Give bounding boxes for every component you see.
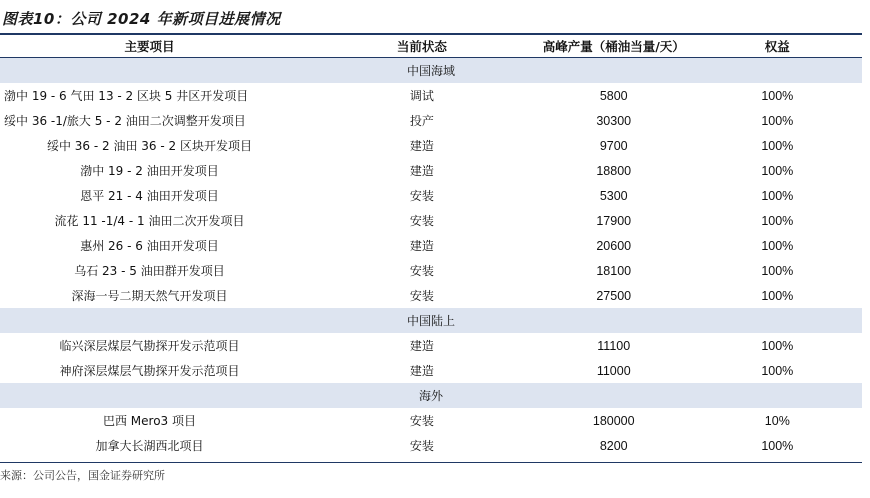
cell-equity: 100% [761,188,794,203]
cell-status: 建造 [409,164,434,178]
table-row [0,258,862,283]
cell-status: 建造 [409,339,434,353]
cell-status: 投产 [409,114,434,128]
cell-status: 安装 [409,289,434,303]
table-row [0,208,862,233]
cell-output: 5800 [599,88,628,103]
cell-project: 绥中 36 - 2 油田 36 - 2 区块开发项目 [46,139,252,153]
cell-output: 5300 [599,188,628,203]
cell-output: 27500 [596,288,632,303]
section-row [0,58,862,84]
table-row [0,333,862,358]
cell-output: 30300 [596,113,632,128]
table-row [0,283,862,308]
cell-status: 安装 [409,189,434,203]
table-row [0,158,862,183]
cell-equity: 10% [764,413,790,428]
section-row [0,383,862,408]
header-row [0,35,862,58]
cell-status: 安装 [409,414,434,428]
cell-project: 临兴深层煤层气勘探开发示范项目 [59,339,240,353]
cell-equity: 100% [761,113,794,128]
cell-equity: 100% [761,288,794,303]
cell-equity: 100% [761,363,794,378]
cell-project: 深海一号二期天然气开发项目 [71,289,228,303]
cell-status: 调试 [409,89,434,103]
cell-output: 11000 [596,363,631,378]
cell-output: 18800 [596,163,632,178]
cell-output: 8200 [599,438,628,453]
cell-output: 20600 [596,238,632,253]
cell-equity: 100% [761,338,794,353]
header-project: 主要项目 [0,35,299,58]
table-row [0,408,862,433]
header-equity: 权益 [693,35,862,58]
cell-project: 流花 11 -1/4 - 1 油田二次开发项目 [54,214,245,228]
cell-project: 神府深层煤层气勘探开发示范项目 [59,364,240,378]
cell-project: 渤中 19 - 2 油田开发项目 [80,164,219,178]
cell-status: 安装 [409,439,434,453]
cell-output: 9700 [599,138,628,153]
bottom-rule [0,462,862,463]
projects-table [0,35,862,458]
header-output: 高峰产量（桶油当量/天） [535,35,693,58]
cell-equity: 100% [761,438,794,453]
cell-project: 恩平 21 - 4 油田开发项目 [80,189,219,203]
figure-title: 图表10：公司 2024 年新项目进展情况 [2,10,281,28]
cell-status: 安装 [409,264,434,278]
table-row [0,433,862,458]
cell-status: 建造 [409,239,434,253]
section-title: 中国陆上 [0,308,862,333]
source-note: 来源：公司公告，国金证券研究所 [0,469,165,482]
cell-output: 18100 [596,263,632,278]
cell-equity: 100% [761,163,794,178]
table-row [0,183,862,208]
cell-equity: 100% [761,238,794,253]
section-title: 中国海域 [0,58,862,84]
cell-project: 加拿大长湖西北项目 [95,439,204,453]
table-row [0,133,862,158]
cell-output: 180000 [592,413,635,428]
cell-equity: 100% [761,213,794,228]
table-row [0,83,862,108]
cell-status: 建造 [409,139,434,153]
cell-project: 乌石 23 - 5 油田群开发项目 [74,264,225,278]
cell-project: 绥中 36 -1/旅大 5 - 2 油田二次调整开发项目 [4,114,246,128]
section-title: 海外 [0,383,862,408]
cell-status: 建造 [409,364,434,378]
header-status: 当前状态 [299,35,535,58]
cell-status: 安装 [409,214,434,228]
cell-output: 17900 [596,213,632,228]
cell-equity: 100% [761,88,794,103]
section-row [0,308,862,333]
table-row [0,233,862,258]
cell-project: 巴西 Mero3 项目 [102,414,196,428]
table-row [0,108,862,133]
cell-equity: 100% [761,138,794,153]
cell-project: 惠州 26 - 6 油田开发项目 [80,239,219,253]
table-row [0,358,862,383]
cell-equity: 100% [761,263,794,278]
cell-project: 渤中 19 - 6 气田 13 - 2 区块 5 井区开发项目 [4,89,249,103]
cell-output: 11100 [597,338,631,353]
